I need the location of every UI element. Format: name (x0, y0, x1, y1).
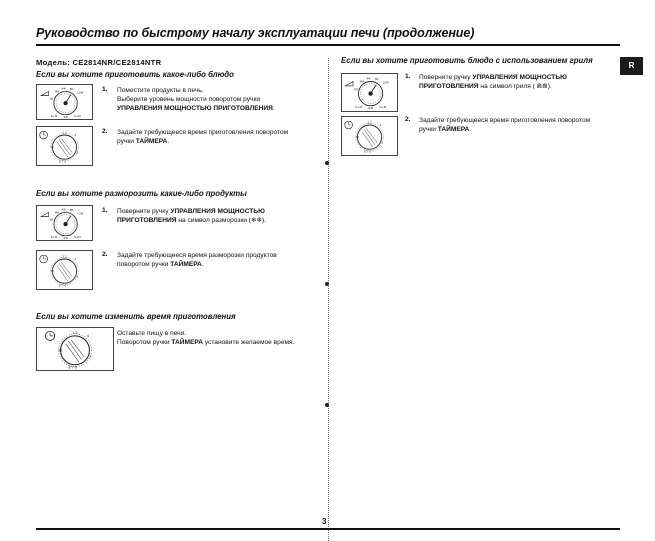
power-dial-image (341, 73, 398, 112)
bottom-rule (36, 528, 620, 530)
step-bold: ТАЙМЕРА (170, 261, 202, 268)
language-tab: R (620, 57, 643, 75)
step-text-change (117, 329, 322, 347)
divider-dot (325, 161, 329, 165)
divider-dot (325, 403, 329, 407)
timer-dial-image (341, 116, 398, 156)
step-bold: УПРАВЛЕНИЯ МОЩНОСТЬЮ (170, 208, 265, 215)
section-heading-change-time: Если вы хотите изменить время приготовления (36, 312, 236, 321)
page-title: Руководство по быстрому началу эксплуатации печи (продолжение) (36, 26, 475, 40)
step-number: 2. (102, 251, 108, 258)
section-heading-defrost: Если вы хотите разморозить какие-либо продукты (36, 189, 247, 198)
step-line: Поместите продукты в печь. (117, 87, 204, 94)
section-heading-grill: Если вы хотите приготовить блюдо с использованием гриля (341, 56, 593, 65)
step-line: Оставьте пищу в печи. (117, 330, 187, 337)
step-number: 1. (405, 73, 411, 80)
step-pre: Поворотом ручки (117, 339, 172, 346)
page-number: 3 (322, 517, 327, 526)
power-dial-image (36, 205, 93, 241)
model-label: Модель: CE2814NR/CE2814NTR (36, 58, 162, 67)
timer-dial-image (36, 250, 93, 290)
step-text-cook-2 (117, 128, 322, 146)
step-tail: . (201, 261, 204, 268)
column-divider (328, 176, 330, 299)
step-bold: ПРИГОТОВЛЕНИЯ (419, 83, 479, 90)
step-line: Задайте требующееся время приготовления поворотом (117, 129, 289, 136)
step-pre: Поверните ручку (117, 208, 171, 215)
step-line: Выберите уровень мощности поворотом ручки (117, 96, 261, 103)
step-tail: на символ разморозки (❄❄). (176, 217, 267, 224)
step-number: 1. (102, 207, 108, 214)
section-heading-cook: Если вы хотите приготовить какое-либо блюдо (36, 70, 234, 79)
step-bold: ТАЙМЕРА (437, 126, 470, 133)
step-bold: УПРАВЛЕНИЯ МОЩНОСТЬЮ ПРИГОТОВЛЕНИЯ (117, 105, 273, 112)
step-tail: . (469, 126, 472, 133)
step-text-defrost-2 (117, 251, 322, 269)
step-bold: ТАЙМЕРА (135, 138, 168, 145)
step-tail: установите желаемое время. (203, 339, 295, 346)
top-rule (36, 44, 620, 46)
step-number: 2. (102, 128, 108, 135)
step-pre: поворотом ручки (117, 261, 171, 268)
step-bold: ПРИГОТОВЛЕНИЯ (117, 217, 177, 224)
step-tail: на символ гриля ( ⋒⋒). (478, 83, 552, 90)
step-text-grill-2 (419, 116, 619, 134)
step-bold: ТАЙМЕРА (171, 339, 203, 346)
step-text-grill-1 (419, 73, 619, 91)
step-number: 1. (102, 86, 108, 93)
power-dial-image (36, 84, 93, 120)
step-pre: ручки (419, 126, 438, 133)
step-bold: УПРАВЛЕНИЯ МОЩНОСТЬЮ (472, 74, 567, 81)
step-text-cook-1 (117, 86, 317, 113)
timer-dial-image (36, 126, 93, 166)
column-divider (328, 296, 330, 419)
divider-dot (325, 282, 329, 286)
step-line: Задайте требующееся время разморозки продуктов (117, 252, 277, 259)
step-pre: Поверните ручку (419, 74, 473, 81)
timer-dial-image (36, 327, 114, 371)
step-line: Задайте требующееся время приготовления поворотом (419, 117, 591, 124)
step-number: 2. (405, 116, 411, 123)
column-divider (328, 418, 330, 541)
step-pre: ручки (117, 138, 136, 145)
step-tail: . (272, 105, 275, 112)
step-text-defrost-1 (117, 207, 322, 225)
step-tail: . (167, 138, 170, 145)
